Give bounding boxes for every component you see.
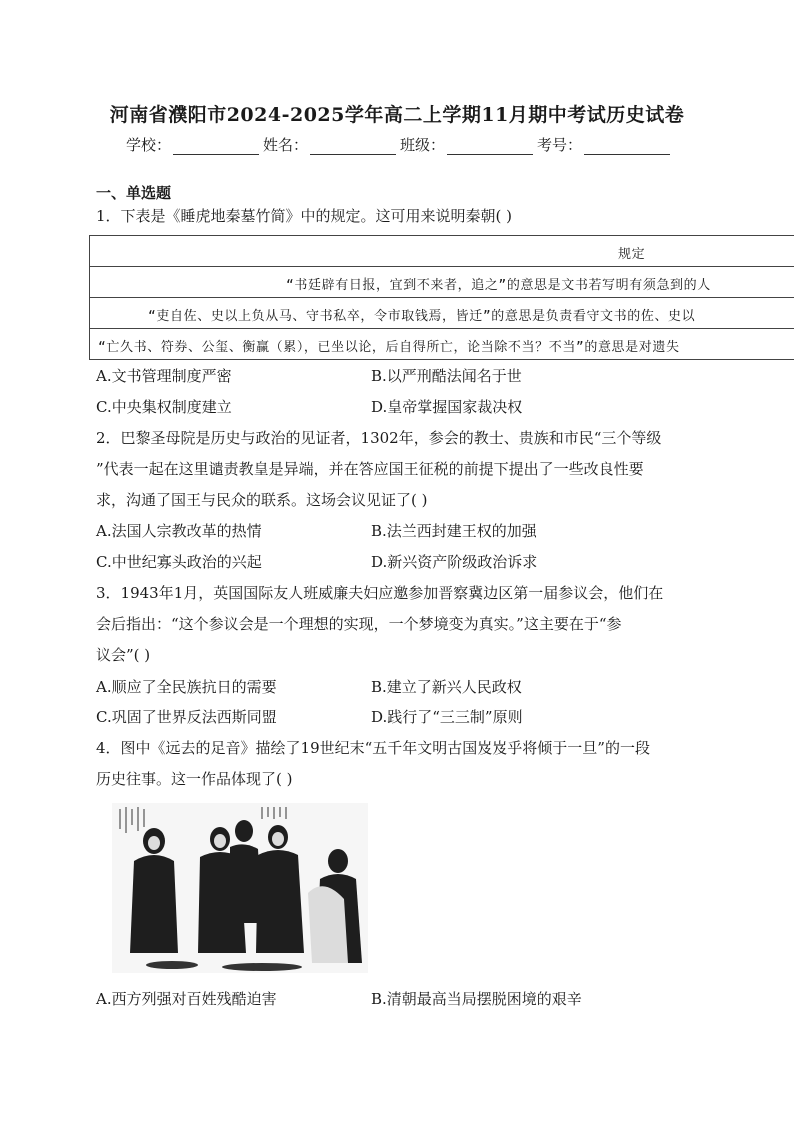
q1-option-b[interactable]: B.以严刑酷法闻名于世 [371, 367, 522, 385]
table-row [90, 297, 794, 328]
number-blank[interactable] [584, 138, 670, 155]
q1-option-d[interactable]: D.皇帝掌握国家裁决权 [371, 398, 523, 416]
table-row [90, 328, 794, 359]
name-label: 姓名： [263, 136, 309, 154]
class-blank[interactable] [447, 138, 533, 155]
table-cell: “书廷辟有日报，宜到不来者，追之”的意思是文书若写明有须急到的人 [286, 278, 711, 293]
number-label: 考号： [537, 136, 583, 154]
question-2-line: ”代表一起在这里谴责教皇是异端，并在答应国王征税的前提下提出了一些改良性要 [96, 460, 644, 478]
question-3-line: 会后指出：“这个参议会是一个理想的实现，一个梦境变为真实。”这主要在于“参 [96, 615, 622, 633]
q2-option-a[interactable]: A.法国人宗教改革的热情 [96, 522, 262, 540]
student-info-row [126, 134, 674, 155]
painting-figures-icon [112, 803, 368, 973]
section-heading: 一、单选题 [96, 184, 172, 202]
school-blank[interactable] [173, 138, 259, 155]
question-4-line: 历史往事。这一作品体现了( ) [96, 770, 293, 788]
table-cell: “吏自佐、史以上负从马、守书私卒，令市取钱焉，皆迁”的意思是负责看守文书的佐、史以 [148, 309, 696, 324]
q4-option-a[interactable]: A.西方列强对百姓残酷迫害 [96, 990, 277, 1008]
table-cell: “亡久书、符券、公玺、衡赢（累），已坐以论，后自得所亡，论当除不当？不当”的意思是对遗失 [98, 340, 680, 355]
q1-option-a[interactable]: A.文书管理制度严密 [96, 367, 232, 385]
rules-table [89, 235, 794, 360]
painting-illustration [112, 803, 368, 973]
question-3-line: 议会”( ) [96, 646, 151, 664]
table-row [90, 266, 794, 297]
question-4-line: 4．图中《远去的足音》描绘了19世纪末“五千年文明古国岌岌乎将倾于一旦”的一段 [96, 739, 650, 757]
q3-option-b[interactable]: B.建立了新兴人民政权 [371, 678, 522, 696]
q2-option-c[interactable]: C.中世纪寡头政治的兴起 [96, 553, 262, 571]
question-2-line: 求，沟通了国王与民众的联系。这场会议见证了( ) [96, 491, 428, 509]
school-label: 学校： [126, 136, 172, 154]
question-1-stem: 1．下表是《睡虎地秦墓竹简》中的规定。这可用来说明秦朝( ) [96, 207, 513, 225]
name-blank[interactable] [310, 138, 396, 155]
q2-option-d[interactable]: D.新兴资产阶级政治诉求 [371, 553, 538, 571]
page-title: 河南省濮阳市2024-2025学年高二上学期11月期中考试历史试卷 [109, 104, 685, 126]
q1-option-c[interactable]: C.中央集权制度建立 [96, 398, 232, 416]
q3-option-a[interactable]: A.顺应了全民族抗日的需要 [96, 678, 277, 696]
q3-option-c[interactable]: C.巩固了世界反法西斯同盟 [96, 708, 277, 726]
table-header: 规定 [618, 247, 646, 262]
q2-option-b[interactable]: B.法兰西封建王权的加强 [371, 522, 537, 540]
q4-option-b[interactable]: B.清朝最高当局摆脱困境的艰辛 [371, 990, 582, 1008]
q3-option-d[interactable]: D.践行了“三三制”原则 [371, 708, 523, 726]
question-2-line: 2．巴黎圣母院是历史与政治的见证者，1302年，参会的教士、贵族和市民“三个等级 [96, 429, 662, 447]
table-header-row [90, 236, 794, 266]
question-3-line: 3．1943年1月，英国国际友人班威廉夫妇应邀参加晋察冀边区第一届参议会，他们在 [96, 584, 664, 602]
class-label: 班级： [400, 136, 446, 154]
